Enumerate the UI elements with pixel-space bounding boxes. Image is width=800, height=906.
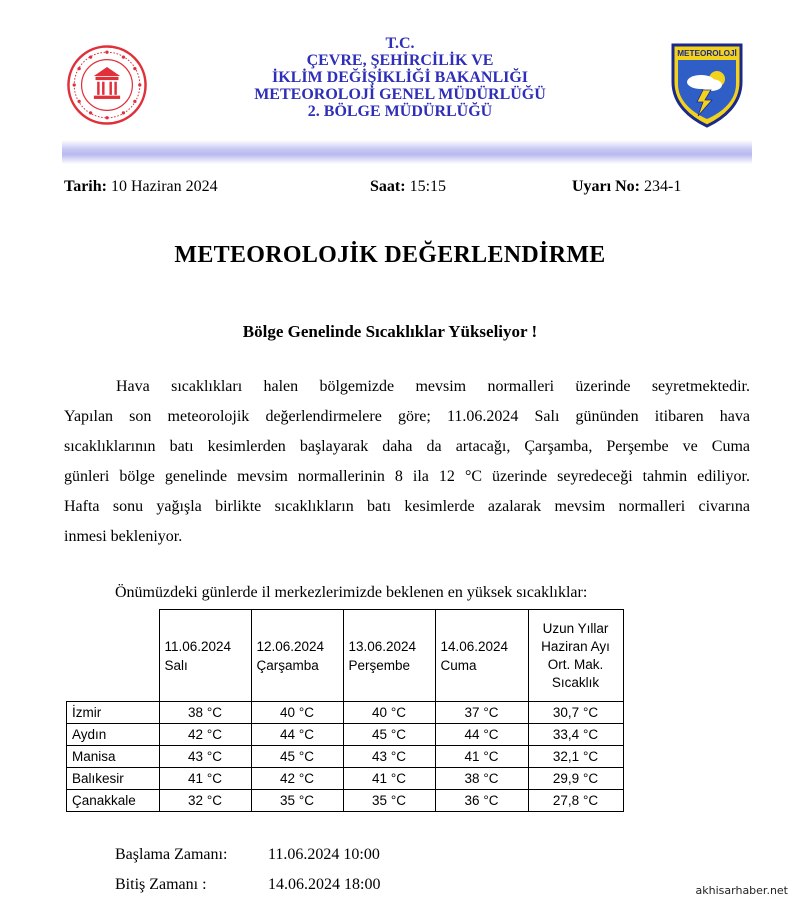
avg-header-line: Uzun Yıllar bbox=[542, 620, 609, 636]
temperature-value: 33,4 bbox=[552, 727, 580, 742]
paragraph-line: günleri bölge genelinde mevsim normallerinin 8 ila 12 °C üzerinde seyredeceği tahmin ediliyor. bbox=[64, 468, 750, 485]
unit-label: °C bbox=[206, 771, 222, 786]
unit-label: °C bbox=[483, 793, 499, 808]
temperature-cell bbox=[159, 790, 251, 812]
paragraph-line: Hafta sonu yağışla birlikte sıcaklıkların batı kesimlerde azalarak mevsim normalleri civarına bbox=[64, 498, 750, 515]
unit-label: °C bbox=[390, 771, 406, 786]
header-line-4: METEOROLOJİ GENEL MÜDÜRLÜĞÜ bbox=[254, 86, 546, 103]
temperature-cell bbox=[343, 702, 435, 724]
city-name: Aydın bbox=[67, 724, 160, 746]
temperature-cell bbox=[435, 724, 528, 746]
header-line-3: İKLİM DEĞİŞİKLİĞİ BAKANLIĞI bbox=[271, 69, 529, 86]
unit-label: °C bbox=[582, 749, 599, 764]
table-corner bbox=[67, 610, 160, 702]
end-time-label: Bitiş Zamanı : bbox=[115, 876, 207, 893]
avg-header-line: Haziran Ayı bbox=[541, 638, 610, 654]
temperature-cell bbox=[435, 790, 528, 812]
average-cell bbox=[528, 790, 623, 812]
column-header bbox=[251, 610, 343, 702]
end-time-value: 14.06.2024 18:00 bbox=[268, 876, 381, 893]
temperature-cell bbox=[251, 768, 343, 790]
unit-label: °C bbox=[206, 749, 222, 764]
temperature-value: 43 bbox=[372, 749, 388, 764]
table-intro: Önümüzdeki günlerde il merkezlerimizde beklenen en yüksek sıcaklıklar: bbox=[115, 584, 588, 601]
column-date: 13.06.2024 bbox=[348, 638, 417, 654]
average-cell bbox=[528, 702, 623, 724]
paragraph-line: Yapılan son meteorolojik değerlendirmelere göre; 11.06.2024 Salı gününden itibaren hava bbox=[64, 408, 750, 425]
temperature-value: 35 bbox=[280, 793, 296, 808]
temperature-cell bbox=[343, 790, 435, 812]
column-day: Çarşamba bbox=[256, 657, 319, 673]
temperature-value: 30,7 bbox=[552, 705, 580, 720]
temperature-cell bbox=[435, 746, 528, 768]
paragraph-line: Hava sıcaklıkları halen bölgemizde mevsim normalleri üzerinde seyretmektedir. bbox=[116, 378, 750, 395]
header-line-1: T.C. bbox=[385, 35, 415, 52]
paragraph-line: inmesi bekleniyor. bbox=[64, 528, 183, 545]
temperature-value: 45 bbox=[280, 749, 296, 764]
start-time-label: Başlama Zamanı: bbox=[115, 846, 228, 863]
temperature-cell bbox=[159, 702, 251, 724]
temperature-value: 29,9 bbox=[552, 771, 580, 786]
temperature-value: 40 bbox=[372, 705, 388, 720]
column-day: Salı bbox=[164, 657, 188, 673]
temperature-value: 41 bbox=[372, 771, 388, 786]
unit-label: °C bbox=[298, 771, 314, 786]
document-title: METEOROLOJİK DEĞERLENDİRME bbox=[174, 242, 606, 268]
temperature-value: 43 bbox=[188, 749, 204, 764]
header-divider-band bbox=[62, 140, 752, 164]
unit-label: °C bbox=[206, 793, 222, 808]
temperature-value: 38 bbox=[188, 705, 204, 720]
logo-text: METEOROLOJİ bbox=[677, 49, 737, 58]
unit-label: °C bbox=[298, 727, 314, 742]
unit-label: °C bbox=[483, 705, 499, 720]
column-date: 12.06.2024 bbox=[256, 638, 325, 654]
temperature-cell bbox=[435, 768, 528, 790]
table-row bbox=[67, 724, 624, 746]
temperature-value: 41 bbox=[464, 749, 480, 764]
temperature-cell bbox=[159, 768, 251, 790]
column-date: 14.06.2024 bbox=[440, 638, 509, 654]
unit-label: °C bbox=[582, 727, 599, 742]
unit-label: °C bbox=[582, 793, 599, 808]
unit-label: °C bbox=[483, 749, 499, 764]
column-header bbox=[159, 610, 251, 702]
unit-label: °C bbox=[483, 727, 499, 742]
paragraph-line: sıcaklıklarının batı kesimlerden başlayarak daha da artacağı, Çarşamba, Perşembe ve Cuma bbox=[64, 438, 750, 455]
time-value: 15:15 bbox=[409, 178, 447, 195]
average-cell bbox=[528, 746, 623, 768]
start-time-value: 11.06.2024 10:00 bbox=[268, 846, 380, 863]
unit-label: °C bbox=[298, 705, 314, 720]
unit-label: °C bbox=[206, 727, 222, 742]
ministry-seal-icon bbox=[66, 44, 148, 126]
temperature-cell bbox=[251, 746, 343, 768]
unit-label: °C bbox=[582, 771, 599, 786]
temperature-cell bbox=[159, 724, 251, 746]
header-line-5: 2. BÖLGE MÜDÜRLÜĞÜ bbox=[307, 103, 493, 120]
column-header bbox=[435, 610, 528, 702]
source-credit: akhisarhaber.net bbox=[695, 884, 788, 897]
unit-label: °C bbox=[390, 749, 406, 764]
avg-header-line: Ort. Mak. bbox=[547, 656, 604, 672]
temperature-cell bbox=[343, 724, 435, 746]
unit-label: °C bbox=[390, 793, 406, 808]
temperature-value: 42 bbox=[280, 771, 296, 786]
column-day: Perşembe bbox=[348, 657, 411, 673]
document-subtitle: Bölge Genelinde Sıcaklıklar Yükseliyor ! bbox=[242, 322, 538, 341]
date-label: Tarih: bbox=[64, 178, 107, 195]
city-name: İzmir bbox=[67, 702, 160, 724]
body-paragraph bbox=[64, 372, 750, 552]
temperature-value: 32,1 bbox=[552, 749, 580, 764]
warning-number-field bbox=[572, 178, 681, 196]
unit-label: °C bbox=[390, 705, 406, 720]
city-name: Manisa bbox=[67, 746, 160, 768]
temperature-value: 37 bbox=[464, 705, 480, 720]
table-row bbox=[67, 702, 624, 724]
temperature-value: 44 bbox=[464, 727, 480, 742]
unit-label: °C bbox=[582, 705, 599, 720]
time-label: Saat: bbox=[370, 178, 406, 195]
ministry-header bbox=[150, 35, 650, 120]
date-value: 10 Haziran 2024 bbox=[110, 178, 218, 195]
temperature-value: 40 bbox=[280, 705, 296, 720]
average-cell bbox=[528, 768, 623, 790]
meteoroloji-logo-icon bbox=[670, 42, 744, 128]
long-term-average-header bbox=[528, 610, 623, 702]
temperature-cell bbox=[435, 702, 528, 724]
temperature-value: 35 bbox=[372, 793, 388, 808]
temperature-value: 27,8 bbox=[552, 793, 580, 808]
temperature-table bbox=[66, 609, 624, 812]
unit-label: °C bbox=[390, 727, 406, 742]
date-field bbox=[64, 178, 218, 196]
unit-label: °C bbox=[298, 749, 314, 764]
unit-label: °C bbox=[483, 771, 499, 786]
temperature-value: 44 bbox=[280, 727, 296, 742]
temperature-cell bbox=[251, 724, 343, 746]
temperature-value: 41 bbox=[188, 771, 204, 786]
unit-label: °C bbox=[298, 793, 314, 808]
average-cell bbox=[528, 724, 623, 746]
temperature-cell bbox=[343, 768, 435, 790]
time-field bbox=[370, 178, 446, 196]
unit-label: °C bbox=[206, 705, 222, 720]
temperature-cell bbox=[343, 746, 435, 768]
table-row bbox=[67, 790, 624, 812]
table-row bbox=[67, 746, 624, 768]
temperature-value: 38 bbox=[464, 771, 480, 786]
temperature-cell bbox=[251, 702, 343, 724]
temperature-cell bbox=[251, 790, 343, 812]
temperature-cell bbox=[159, 746, 251, 768]
temperature-value: 45 bbox=[372, 727, 388, 742]
table-row bbox=[67, 768, 624, 790]
column-day: Cuma bbox=[440, 657, 477, 673]
temperature-value: 42 bbox=[188, 727, 204, 742]
warning-label: Uyarı No: bbox=[572, 178, 640, 195]
warning-value: 234-1 bbox=[643, 178, 682, 195]
avg-header-line: Sıcaklık bbox=[551, 674, 600, 690]
city-name: Balıkesir bbox=[67, 768, 160, 790]
header-line-2: ÇEVRE, ŞEHİRCİLİK VE bbox=[306, 52, 494, 69]
temperature-value: 32 bbox=[188, 793, 204, 808]
column-header bbox=[343, 610, 435, 702]
temperature-value: 36 bbox=[464, 793, 480, 808]
column-date: 11.06.2024 bbox=[164, 638, 232, 654]
city-name: Çanakkale bbox=[67, 790, 160, 812]
